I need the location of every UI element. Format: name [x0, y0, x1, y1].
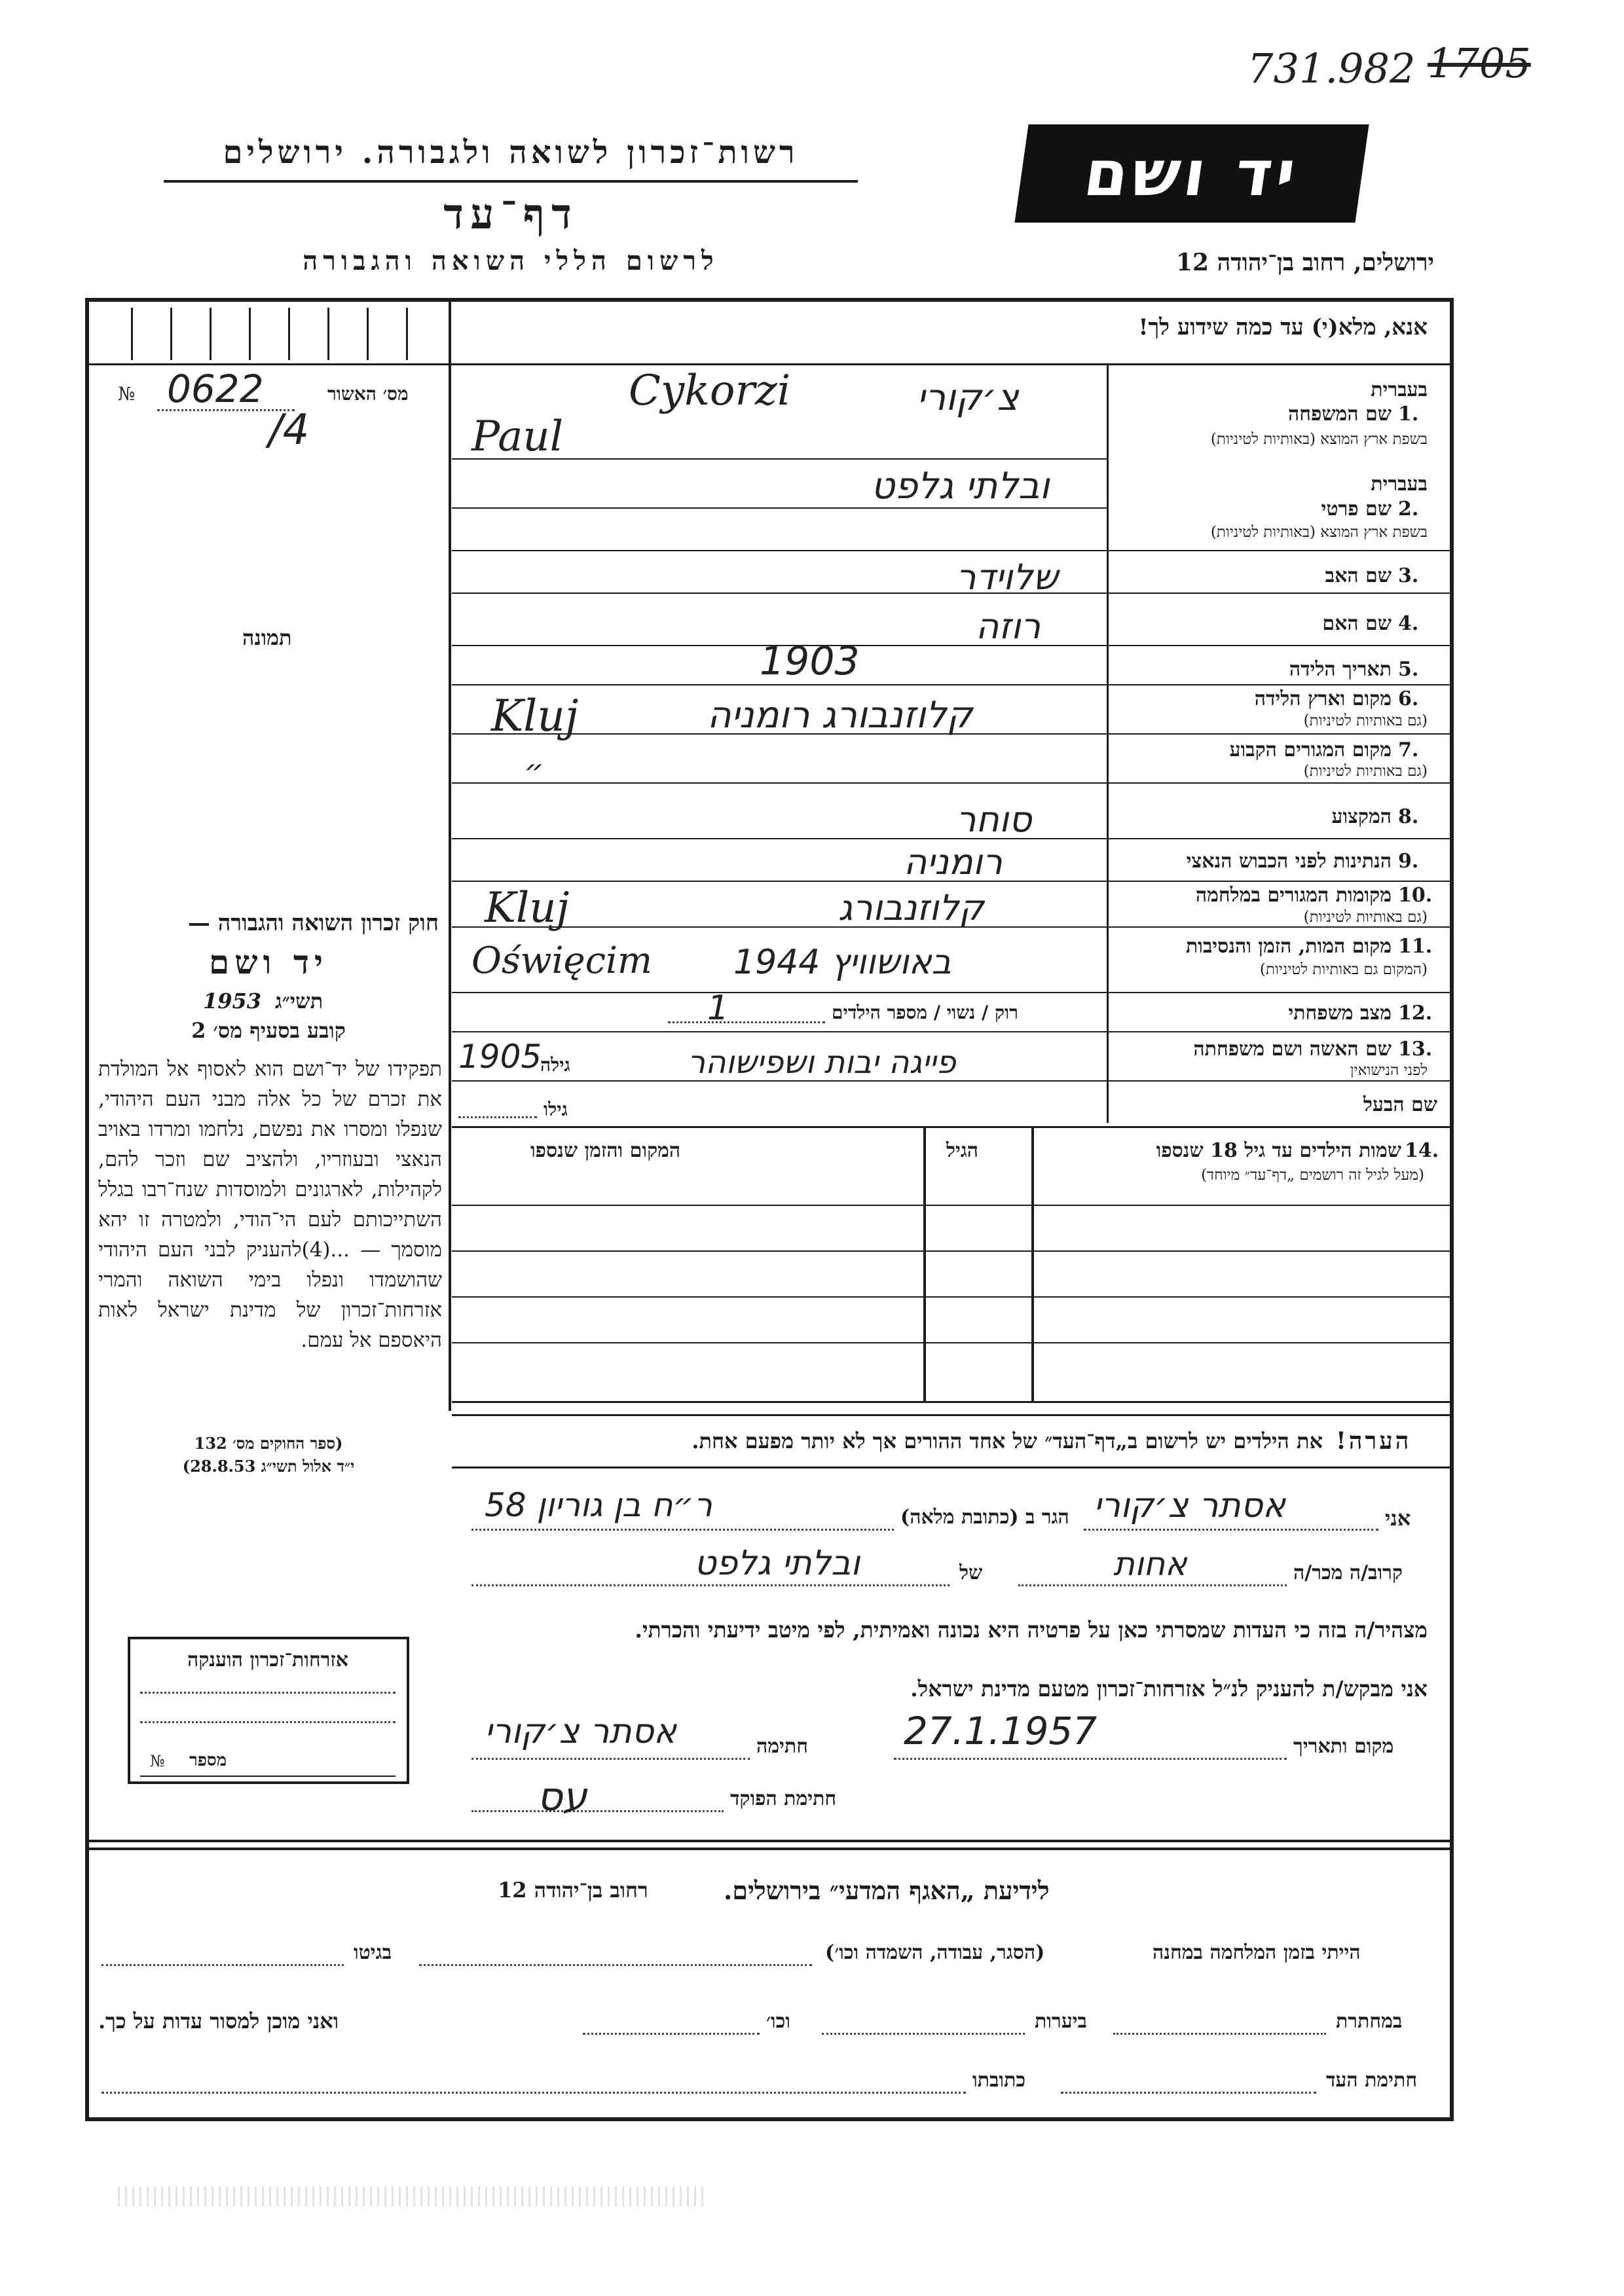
field-11-value-he[interactable]: באושוויץ 1944: [733, 943, 951, 982]
citizenship-box: [128, 1637, 409, 1784]
field-12-num: 12.: [1398, 1002, 1433, 1025]
declarant-relative-value[interactable]: אחות: [1113, 1545, 1187, 1583]
law-body: תפקידו של יד־ושם הוא לאסוף אל המולדת את זכרם של כל אלה מבני העם היהודי, שנפלו ומסרו את נפשם, נלחמו ומרדו באויב הנאצי ובעוזריו, ולהציב שם וזכר להם, לקהילות, לארגונים ולמוסדות שנח־רבו בגלל השתייכותם לעם הי־הודי, ולמטרה זו יהא מוסמך — ...(4)להעניק לבני העם היהודי שהושמדו ונפלו בימי השואה והמרי אזרחות־זכרון של מדינת ישראל לאות היאספם אל עמם.: [98, 1057, 442, 1352]
place-date-value[interactable]: 27.1.1957: [904, 1709, 1098, 1753]
law-name: יד ושם: [209, 943, 328, 981]
declarant-i-value[interactable]: אסתר צ׳קורי: [1094, 1486, 1286, 1525]
instruction: אנא, מלא(י) עד כמה שידוע לך!: [1138, 314, 1428, 340]
field-8-label: המקצוע: [1331, 805, 1392, 828]
age-label-husband: גילו: [544, 1099, 568, 1120]
children-num: 14.: [1405, 1139, 1439, 1162]
field-13-label: שם האשה ושם משפחתה: [1193, 1038, 1392, 1061]
note-label: הערה!: [1336, 1427, 1412, 1455]
field-11-sub: (המקום גם באותיות לטיניות): [1259, 961, 1428, 978]
note-text: את הילדים יש לרשום ב„דף־העד״ של אחד ההורים אך לא יותר מפעם אחת.: [692, 1429, 1323, 1453]
field-4-num: 4.: [1398, 612, 1419, 635]
field-1-top: בעברית: [1371, 378, 1428, 401]
bottom-row2-c: וכו׳: [766, 2010, 790, 2033]
bottom-row1-a: הייתי בזמן המלחמה במחנה: [1153, 1941, 1361, 1964]
field-5-num: 5.: [1398, 658, 1419, 681]
approval-no-sign: №: [118, 383, 136, 405]
law-year-he: תשי״ג: [275, 989, 323, 1013]
field-11-num: 11.: [1398, 935, 1433, 958]
declarant-of-value[interactable]: ובלתי גלפט: [694, 1544, 860, 1583]
field-12-value[interactable]: 1: [707, 989, 729, 1028]
field-1-value-he[interactable]: צ׳קורי: [917, 376, 1019, 419]
marital-options: רוק / נשוי / מספר הילדים: [832, 1002, 1018, 1023]
field-1-label: שם המשפחה: [1287, 403, 1392, 426]
yad-vashem-logo: יד ושם: [1014, 124, 1369, 223]
scan-noise: [118, 2187, 707, 2206]
law-title: חוק זכרון השואה והגבורה —: [187, 910, 439, 936]
field-7-label: מקום המגורים הקבוע: [1229, 738, 1392, 761]
law-clause: קובע בסעיף מס׳ 2: [191, 1018, 346, 1043]
field-6-value-he[interactable]: קלוזנבורג רומניה: [707, 694, 973, 737]
bottom-row2-d: ואני מוכן למסור עדות על כך.: [98, 2009, 339, 2033]
law-ref: (ספר החוקים מס׳ 132: [194, 1434, 343, 1453]
field-6-num: 6.: [1398, 687, 1419, 710]
field-13-value-he[interactable]: פייגה יבות ושפישוהר: [688, 1044, 956, 1081]
field-11-value-latin[interactable]: Oświęcim: [471, 939, 653, 982]
field-9-value-he[interactable]: רומניה: [904, 841, 1003, 883]
bottom-row3-b: כתובתו: [972, 2069, 1026, 2092]
field-7-value[interactable]: ״: [524, 753, 544, 790]
citizenship-title: אזרחות־זכרון הוענקה: [187, 1649, 349, 1671]
declarant-of-label: של: [959, 1561, 983, 1584]
field-10-value-he[interactable]: קלוזנבורג: [838, 887, 984, 928]
children-col-place: המקום והזמן שנספו: [530, 1139, 681, 1162]
field-2-num: 2.: [1398, 498, 1419, 520]
field-2-top: בעברית: [1371, 473, 1428, 496]
field-10-label: מקומות המגורים במלחמה: [1195, 884, 1392, 907]
top-note: 731.982: [1247, 45, 1416, 92]
photo-label: תמונה: [242, 625, 292, 650]
children-col-age: הגיל: [946, 1139, 979, 1162]
field-1-sub: בשפת ארץ המוצא (באותיות לטיניות): [1210, 431, 1428, 448]
field-5-label: תאריך הלידה: [1289, 658, 1392, 681]
field-6-label: מקום וארץ הלידה: [1254, 687, 1392, 710]
field-2-label: שם פרטי: [1321, 498, 1392, 520]
bottom-row3-a: חתימת העד: [1326, 2069, 1418, 2092]
field-2-sub: בשפת ארץ המוצא (באותיות לטיניות): [1210, 524, 1428, 541]
children-label: שמות הילדים עד גיל 18 שנספו: [1156, 1139, 1401, 1162]
field-1-value-latin[interactable]: Cykorzi: [629, 367, 791, 415]
place-date-label: מקום ותאריך: [1293, 1735, 1394, 1758]
field-7-num: 7.: [1398, 738, 1419, 761]
age-label-wife: גילה: [540, 1054, 570, 1076]
field-3-value-he[interactable]: שלוידר: [956, 556, 1058, 598]
signature-value[interactable]: אסתר צ׳קורי: [485, 1712, 677, 1751]
field-13-sub: לפני הנישואין: [1350, 1062, 1428, 1079]
field-13-num: 13.: [1398, 1038, 1433, 1061]
signature-label: חתימה: [756, 1735, 808, 1758]
field-4-label: שם האם: [1322, 612, 1392, 635]
officer-value[interactable]: עס: [537, 1774, 587, 1820]
declare-text: מצהיר/ה בזה כי העדות שמסרתי כאן על פרטיה היא נכונה ואמיתית, לפי מיטב ידיעתי והכרתי.: [635, 1617, 1428, 1643]
bottom-address: רחוב בן־יהודה 12: [498, 1878, 648, 1903]
form-title: דף־עד: [443, 190, 578, 239]
field-3-label: שם האב: [1325, 564, 1392, 587]
field-10-sub: (גם באותיות לטיניות): [1303, 909, 1428, 926]
declarant-lives-value[interactable]: ר״ח בן גוריון 58: [485, 1486, 712, 1524]
top-note-struck: 1705: [1428, 39, 1531, 87]
bottom-row2-a: במחתרת: [1336, 2010, 1403, 2033]
bottom-row2-b: ביערות: [1035, 2010, 1088, 2033]
law-year: 1953: [203, 989, 262, 1013]
request-text: אני מבקש/ת להעניק לנ״ל אזרחות־זכרון מטעם מדינת ישראל.: [910, 1676, 1428, 1702]
form-subtitle: לרשום הללי השואה והגבורה: [303, 246, 719, 276]
field-2-value-he[interactable]: ובלתי גלפט: [871, 465, 1050, 507]
approval-number[interactable]: 0622: [167, 367, 264, 411]
field-10-num: 10.: [1398, 884, 1433, 907]
law-ref2: י״ד אלול תשי״ג 28.8.53): [182, 1457, 355, 1476]
declarant-lives-label: הגר ב (כתובת מלאה): [900, 1506, 1069, 1529]
citizenship-number-label: מספר: [189, 1751, 227, 1770]
field-9-label: הנתינות לפני הכבוש הנאצי: [1186, 850, 1392, 873]
bottom-row1-b: (הסגר, עבודה, השמדה וכו׳): [825, 1941, 1045, 1964]
field-9-num: 9.: [1398, 850, 1419, 873]
org-name: רשות־זכרון לשואה ולגבורה. ירושלים: [223, 134, 799, 171]
field-5-value[interactable]: 1903: [760, 638, 860, 684]
field-3-num: 3.: [1398, 564, 1419, 587]
field-10-value-latin[interactable]: Kluj: [485, 884, 570, 932]
approval-sub[interactable]: /4: [268, 406, 310, 454]
declarant-i-label: אני: [1385, 1506, 1411, 1531]
children-sub: (מעל לגיל זה רושמים „דף־עד״ מיוחד): [1201, 1167, 1424, 1184]
field-8-value-he[interactable]: סוחר: [956, 799, 1032, 840]
field-7-sub: (גם באותיות לטיניות): [1303, 763, 1428, 780]
field-4-value-he[interactable]: רוזה: [976, 606, 1041, 647]
husband-label: שם הבעל: [1363, 1093, 1437, 1116]
approval-label: מס׳ האשור: [327, 383, 409, 405]
field-6-value-latin[interactable]: Kluj: [491, 691, 579, 741]
declarant-relative-label: קרוב/ה מכר/ה: [1293, 1561, 1403, 1584]
field-1-num: 1.: [1398, 403, 1419, 426]
field-1-value-latin2[interactable]: Paul: [471, 412, 564, 461]
field-11-label: מקום המות, הזמן והנסיבות: [1185, 935, 1392, 958]
wife-age[interactable]: 1905: [458, 1038, 542, 1076]
field-6-sub: (גם באותיות לטיניות): [1303, 712, 1428, 729]
citizenship-no-sign: №: [150, 1752, 165, 1770]
org-address: ירושלים, רחוב בן־יהודה 12: [1175, 249, 1434, 276]
bottom-title: לידיעת „האגף המדעי״ בירושלים.: [724, 1876, 1050, 1905]
officer-label: חתימת הפוקד: [730, 1787, 837, 1810]
field-8-num: 8.: [1398, 805, 1419, 828]
field-12-label: מצב משפחתי: [1288, 1002, 1392, 1025]
approval-ticks: [92, 308, 445, 360]
bottom-row1-c: בגיטו: [354, 1941, 392, 1964]
